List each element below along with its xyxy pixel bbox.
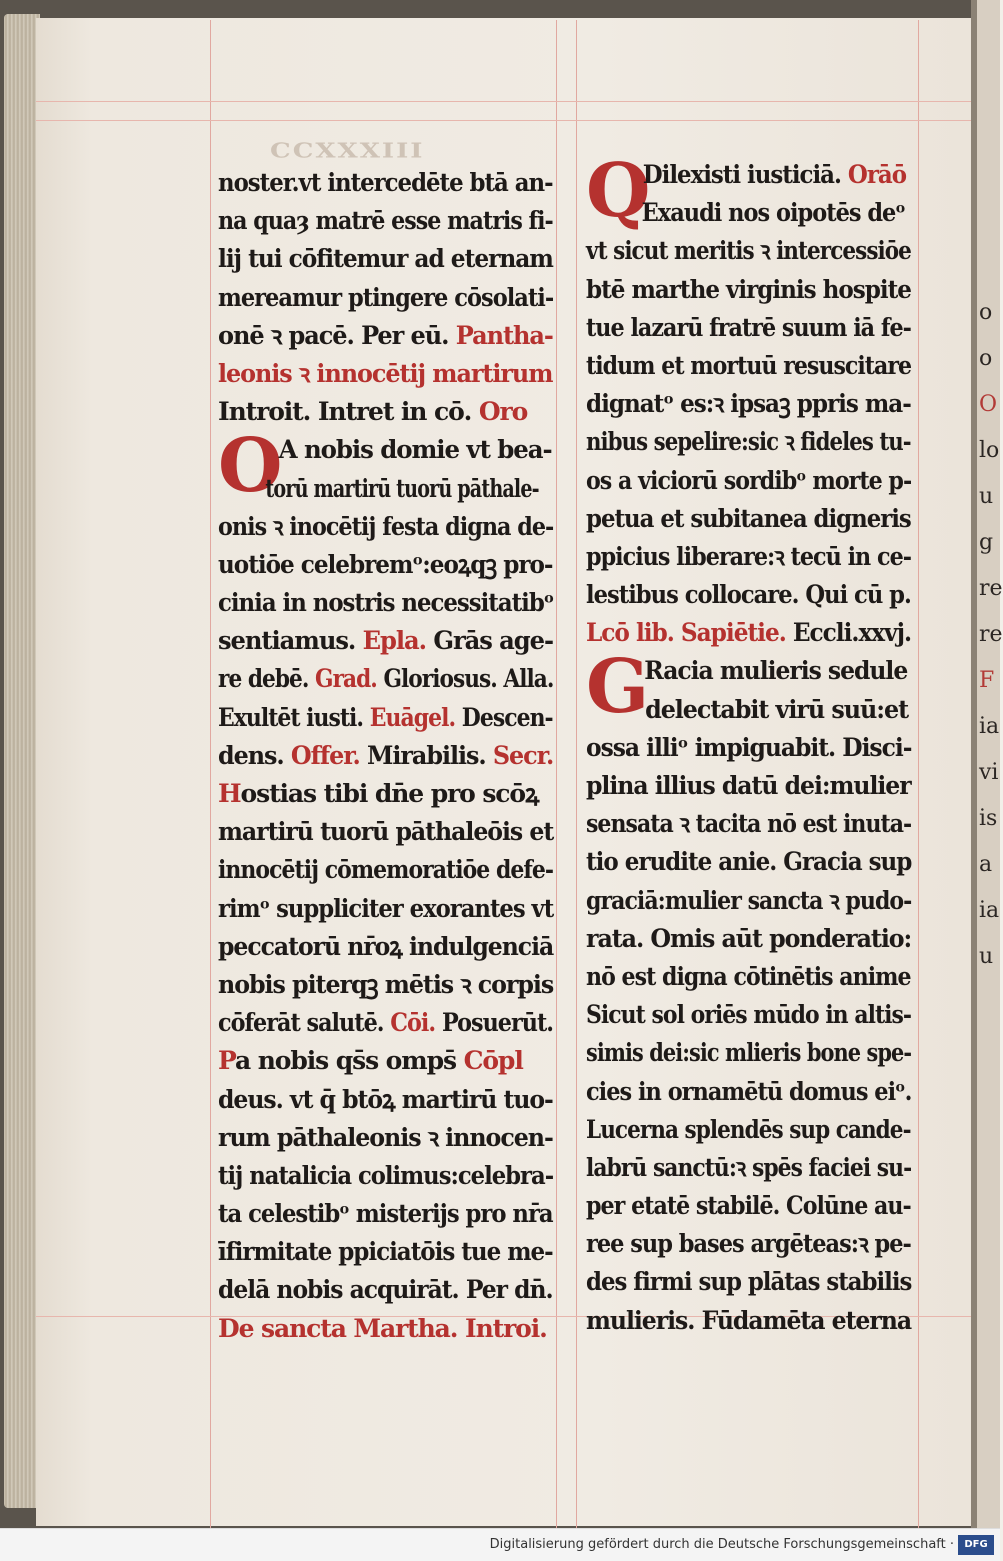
rubric-text: Secr. <box>492 740 554 770</box>
text-line <box>586 805 911 843</box>
body-text: Exaudi nos oipotēs deᵒ <box>641 198 905 228</box>
text-line <box>586 500 911 538</box>
next-page-fragment: o <box>979 346 993 371</box>
rubric-text: P <box>218 1046 236 1076</box>
body-text: re debē. <box>218 664 316 694</box>
text-line <box>586 1302 911 1340</box>
text-line <box>586 1149 911 1187</box>
body-text: nobis piterqꝫ mētis ꝛ corpis <box>218 969 554 999</box>
text-line <box>218 1233 553 1271</box>
body-text: delā nobis acquirāt. Per dn̄. <box>218 1275 553 1305</box>
text-line <box>586 538 911 576</box>
next-page-fragment: g <box>979 530 994 555</box>
text-line <box>218 470 539 508</box>
body-text: tidum et mortuū resuscitare <box>586 350 912 380</box>
text-line <box>218 546 553 584</box>
text-line <box>586 1111 911 1149</box>
text-line <box>218 699 553 737</box>
body-text: mereamur ptingere cōsolati- <box>218 282 554 312</box>
body-text: innocētij cōmemoratiōe defe- <box>218 855 554 885</box>
next-page-fragment: ia <box>979 898 1000 923</box>
rubric-text: Lcō lib. Sapiētie. <box>586 618 786 648</box>
text-line <box>218 279 553 317</box>
text-line <box>586 271 911 309</box>
text-line <box>218 1081 553 1119</box>
rubricated-initial: O <box>218 423 283 510</box>
body-text: sensata ꝛ tacita nō est inuta- <box>586 809 912 839</box>
ruling-line <box>576 20 577 1528</box>
text-line <box>218 164 553 202</box>
body-text: Lucerna splendēs sup cande- <box>586 1114 911 1144</box>
funding-notice: Digitalisierung gefördert durch die Deutsche Forschungsgemeinschaft · <box>489 1537 954 1552</box>
rubric-text: Cōi. <box>390 1008 436 1038</box>
right-text-column <box>586 148 912 1340</box>
body-text: torū martirū tuorū pāthale- <box>265 473 539 503</box>
rubric-text: Cōpl <box>463 1046 523 1076</box>
next-page-fragment: O <box>979 392 998 417</box>
body-text: noster.vt intercedēte btā an- <box>218 168 553 197</box>
body-text: uotiōe celebremᵒ:eoꝝqꝫ pro- <box>218 549 553 579</box>
body-text: mulieris. Fūdamēta eterna <box>586 1305 912 1335</box>
text-line <box>218 890 553 928</box>
text-line <box>218 813 553 851</box>
body-text: Grās age- <box>425 626 553 656</box>
body-text: dignatᵒ es:ꝛ ipsaꝫ ppris ma- <box>586 389 911 419</box>
next-page-fragment: vi <box>979 760 999 785</box>
next-page-fragment: u <box>979 944 994 969</box>
text-line <box>218 966 553 1004</box>
text-line <box>586 232 911 270</box>
body-text: na quaȝ matrē esse matris fi- <box>218 206 553 236</box>
text-line <box>218 1195 553 1233</box>
body-text: Racia mulieris sedule <box>644 656 908 686</box>
text-line <box>586 1034 911 1072</box>
body-text: lij tui cōfitemur ad eternam <box>218 244 553 274</box>
next-page-fragment: a <box>979 852 993 877</box>
text-line <box>218 928 553 966</box>
body-text: ostias tibi dn̄e pro scōꝝ <box>240 779 539 808</box>
body-text: labrū sanctū:ꝛ spēs faciei su- <box>586 1152 912 1182</box>
page-edges <box>4 14 40 1508</box>
left-text-column <box>218 164 553 1348</box>
body-text: nibus sepelire:sic ꝛ fideles tu- <box>586 427 911 457</box>
text-line <box>586 1263 911 1301</box>
body-text: Eccli.xxvj. <box>785 618 912 648</box>
body-text: os a viciorū sordibᵒ morte p- <box>586 465 912 495</box>
ruling-line <box>210 20 211 1528</box>
body-text: rimᵒ suppliciter exorantes vt <box>218 893 554 923</box>
next-page-fragment: re <box>979 622 1003 647</box>
dfg-logo: DFG <box>958 1535 994 1555</box>
body-text: ta celestibᵒ misterijs pro nr̄a <box>218 1199 553 1229</box>
body-text: simis dei:sic mlieris bone spe- <box>586 1038 912 1068</box>
text-line <box>586 462 911 500</box>
ruling-line <box>36 120 971 121</box>
body-text: Posuerūt. <box>435 1008 554 1038</box>
text-line <box>218 393 553 431</box>
text-line <box>586 996 911 1034</box>
body-text: nō est digna cōtinētis anime <box>586 961 911 991</box>
body-text: a nobis qs̄s omps̄ <box>235 1046 464 1076</box>
footer-bar <box>0 1528 1000 1561</box>
body-text: ree sup bases argēteas:ꝛ pe- <box>586 1229 911 1259</box>
next-page-fragment: F <box>979 668 995 693</box>
text-line <box>218 317 553 355</box>
text-line <box>586 576 911 614</box>
body-text: peccatorū nr̄oꝝ indulgenciā <box>218 931 554 961</box>
text-line <box>218 240 553 278</box>
body-text: martirū tuorū pāthaleōis et <box>218 817 554 847</box>
text-line <box>218 851 553 889</box>
body-text: delectabit virū suū:et <box>645 694 909 724</box>
body-text: īfirmitate ppiciatōis tue me- <box>218 1237 553 1267</box>
body-text: petua et subitanea digneris <box>586 503 911 533</box>
next-page-fragment: ia <box>979 714 1000 739</box>
text-line <box>586 1225 911 1263</box>
body-text: rata. Omis aūt ponderatio: <box>586 923 912 953</box>
next-page-fragment: u <box>979 484 994 509</box>
rubric-text: De sancta Martha. Introi. <box>218 1313 547 1343</box>
rubric-text: H <box>218 779 241 808</box>
text-line <box>218 202 553 240</box>
body-text: sentiamus. <box>218 626 363 656</box>
text-line <box>586 882 911 920</box>
rubric-text: Offer. <box>290 740 360 770</box>
body-text: Dilexisti iusticiā. <box>642 160 848 189</box>
text-line <box>218 584 553 622</box>
next-page-fragment: lo <box>979 438 1000 463</box>
text-line <box>586 1187 911 1225</box>
text-line <box>218 775 553 813</box>
next-page-edge <box>971 0 1003 1528</box>
body-text: plina illius datū dei:mulier <box>586 771 911 800</box>
body-text: per etatē stabilē. Colūne au- <box>586 1191 911 1221</box>
body-text: cinia in nostris necessitatibᵒ <box>218 588 554 618</box>
body-text: rum pāthaleonis ꝛ innocen- <box>218 1122 553 1152</box>
body-text: Gloriosus. Alla. <box>376 664 554 694</box>
text-line <box>218 1157 553 1195</box>
body-text: deus. vt q̄ btōꝝ martirū tuo- <box>218 1084 553 1114</box>
text-line <box>586 691 909 729</box>
text-line <box>586 156 907 194</box>
body-text: tue lazarū fratrē suum iā fe- <box>586 312 911 342</box>
body-text: Exultēt iusti. <box>218 702 370 732</box>
text-line <box>218 1271 553 1309</box>
next-page-fragment: is <box>979 806 998 831</box>
ruling-line <box>556 20 557 1528</box>
rubric-text: leonis ꝛ innocētij martirum <box>218 358 553 388</box>
body-text: dens. <box>218 740 291 770</box>
text-line <box>218 508 553 546</box>
body-text: Mirabilis. <box>359 740 493 770</box>
body-text: onē ꝛ pacē. Per eū. <box>218 320 456 350</box>
text-line <box>586 423 911 461</box>
folio-number: CCXXXIII <box>270 139 425 163</box>
text-line <box>218 1004 553 1042</box>
text-line <box>586 385 911 423</box>
text-line <box>586 958 911 996</box>
text-line <box>586 843 911 881</box>
body-text: ppicius liberare:ꝛ tecū in ce- <box>586 541 912 571</box>
text-line <box>218 431 552 469</box>
text-line <box>586 1073 911 1111</box>
rubric-text: Grad. <box>315 664 377 694</box>
body-text: Sicut sol oriēs mūdo in altis- <box>586 1000 912 1030</box>
body-text: ossa illiᵒ impiguabit. Disci- <box>586 732 912 762</box>
body-text: cōferāt salutē. <box>218 1008 391 1038</box>
body-text: A nobis domie vt bea- <box>278 435 552 465</box>
body-text: Descen- <box>455 702 553 732</box>
text-line <box>218 1310 553 1348</box>
text-line <box>218 737 553 775</box>
ruling-line <box>918 20 919 1528</box>
body-text: tio erudite anie. Gracia sup <box>586 847 912 877</box>
rubric-text: Epla. <box>362 626 426 656</box>
text-line <box>586 920 911 958</box>
body-text: Introit. Intret in cō. <box>218 397 479 427</box>
body-text: cies in ornamētū domus eiᵒ. <box>586 1076 912 1106</box>
rubric-text: Orāō <box>847 160 907 189</box>
text-line <box>218 355 553 393</box>
text-line <box>586 309 911 347</box>
next-page-fragment: re <box>979 576 1003 601</box>
rubric-text: Euāgel. <box>369 702 456 732</box>
body-text: lestibus collocare. Qui cū p. <box>586 580 911 610</box>
ruling-line <box>36 101 971 102</box>
body-text: btē marthe virginis hospite <box>586 274 911 304</box>
body-text: tij natalicia colimus:celebra- <box>218 1160 554 1190</box>
body-text: vt sicut meritis ꝛ intercessiōe <box>586 236 911 266</box>
text-line <box>586 194 905 232</box>
text-line <box>218 622 553 660</box>
rubric-text: Oro <box>478 397 528 427</box>
text-line <box>218 660 553 698</box>
rubric-text: Pantha- <box>455 320 553 350</box>
rubricated-initial: G <box>586 644 650 731</box>
text-line <box>586 767 911 805</box>
text-line <box>586 347 911 385</box>
text-line <box>586 729 911 767</box>
rubricated-initial: Q <box>586 148 651 234</box>
next-page-fragment: o <box>979 300 993 325</box>
text-line <box>218 1042 553 1080</box>
body-text: graciā:mulier sancta ꝛ pudo- <box>586 885 912 915</box>
body-text: des firmi sup plātas stabilis <box>586 1267 912 1297</box>
text-line <box>218 1119 553 1157</box>
body-text: onis ꝛ inocētij festa digna de- <box>218 511 554 541</box>
text-line <box>586 652 908 690</box>
text-line <box>586 614 911 652</box>
